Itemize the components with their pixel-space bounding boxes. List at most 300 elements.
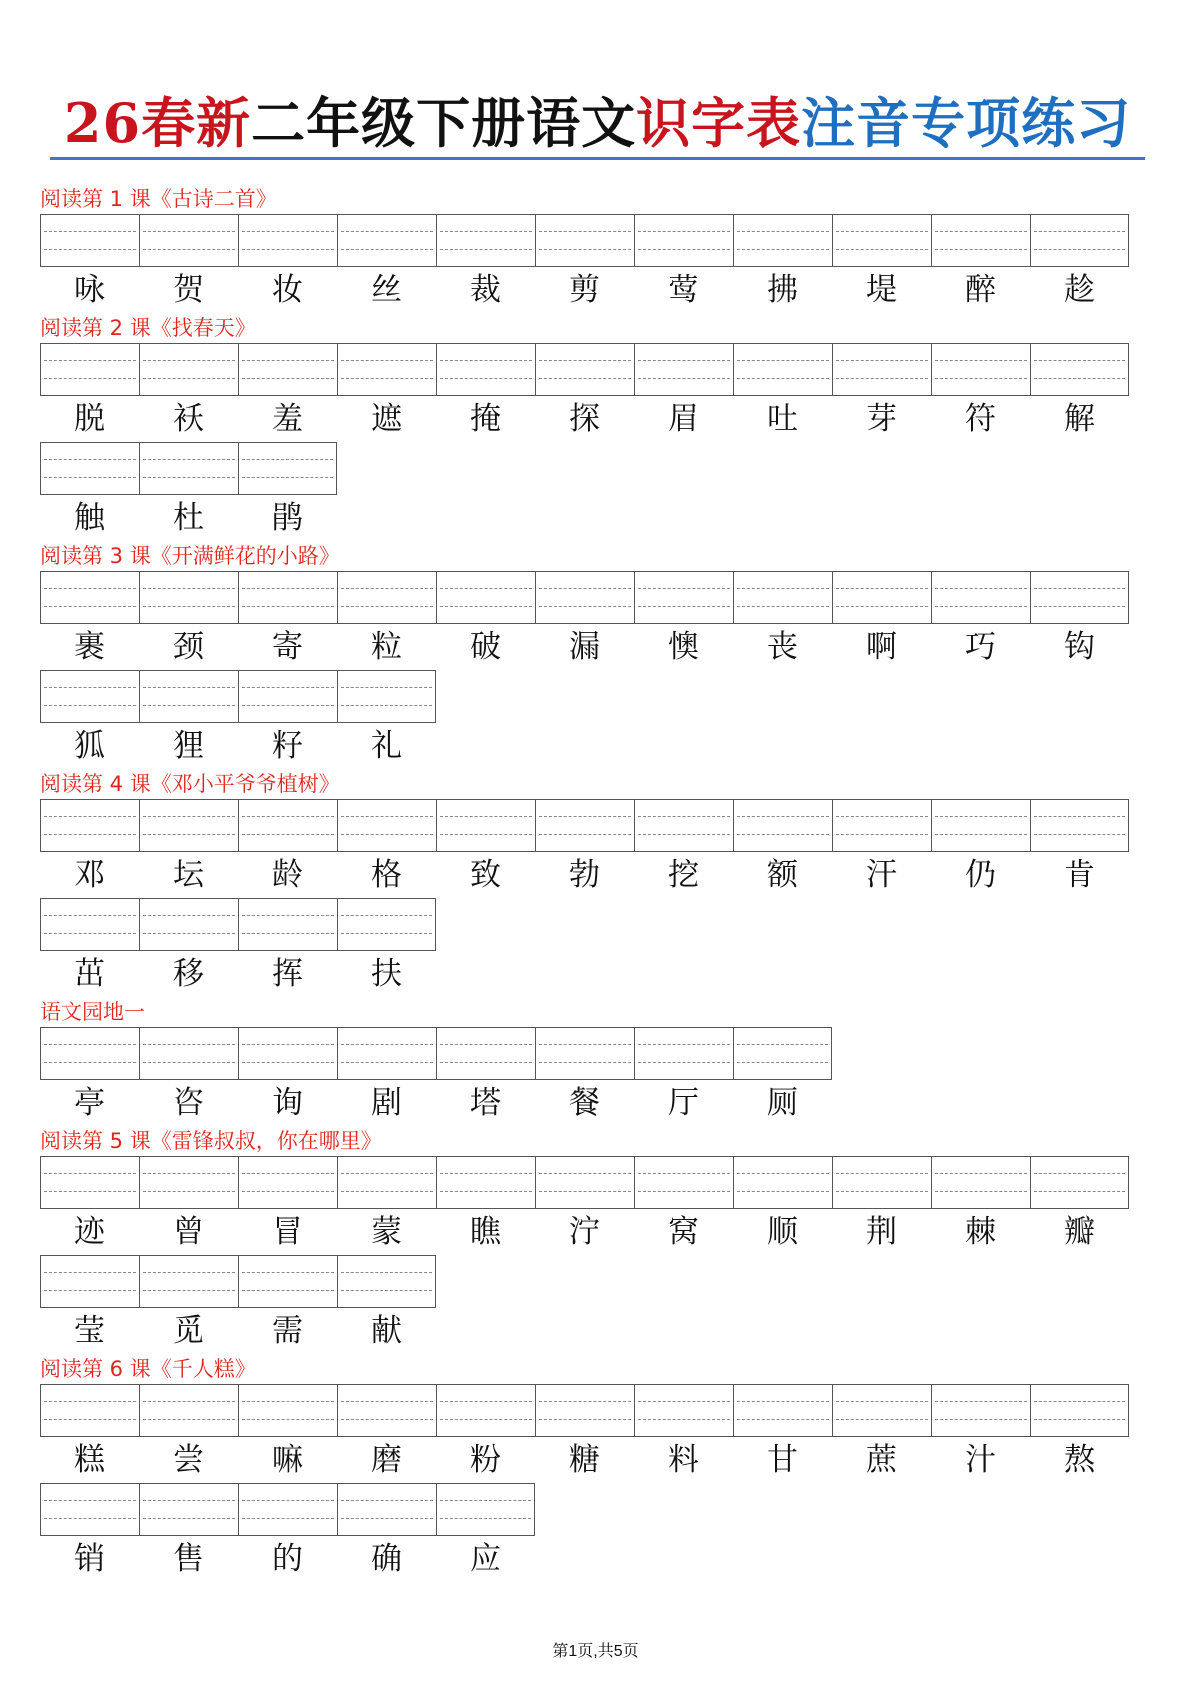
hanzi-character: 挖 [668,857,699,893]
hanzi-character: 裁 [470,272,501,308]
hanzi-character: 肯 [1064,857,1095,893]
guide-line [242,834,334,835]
pinyin-writing-box[interactable] [733,343,832,396]
pinyin-writing-box[interactable] [40,670,139,723]
pinyin-writing-box[interactable] [337,571,436,624]
pinyin-writing-box[interactable] [832,343,931,396]
pinyin-box-row [40,343,1140,396]
pinyin-writing-box[interactable] [733,1384,832,1437]
guide-line [440,606,532,607]
guide-line [143,915,235,916]
pinyin-writing-box[interactable] [733,571,832,624]
guide-line [1034,249,1125,250]
pinyin-writing-box[interactable] [1030,1384,1129,1437]
hanzi-character: 蔗 [866,1442,897,1478]
hanzi-character: 丧 [767,629,798,665]
guide-line [44,933,136,934]
pinyin-writing-box[interactable] [535,1384,634,1437]
pinyin-row [40,343,1140,442]
lesson-title: 阅读第 3 课《开满鲜花的小路》 [40,544,340,568]
guide-line [935,816,1027,817]
pinyin-writing-box[interactable] [238,1156,337,1209]
character-row [40,1080,1140,1126]
hanzi-character: 糖 [569,1442,600,1478]
pinyin-writing-box[interactable] [634,1384,733,1437]
pinyin-writing-box[interactable] [40,214,139,267]
pinyin-writing-box[interactable] [238,571,337,624]
pinyin-writing-box[interactable] [238,799,337,852]
guide-line [836,360,928,361]
guide-line [242,606,334,607]
guide-line [836,1401,928,1402]
pinyin-writing-box[interactable] [238,1027,337,1080]
guide-line [341,933,432,934]
pinyin-writing-box[interactable] [733,1027,832,1080]
guide-line [935,1191,1027,1192]
hanzi-character: 应 [470,1541,501,1577]
hanzi-character: 咨 [173,1085,204,1121]
lesson-section [40,1354,1140,1582]
guide-line [143,1500,235,1501]
character-row [40,1209,1140,1255]
guide-line [44,588,136,589]
guide-line [44,459,136,460]
pinyin-writing-box[interactable] [832,799,931,852]
pinyin-writing-box[interactable] [238,898,337,951]
pinyin-box-row [40,1384,1140,1437]
pinyin-row [40,214,1140,313]
pinyin-writing-box[interactable] [40,898,139,951]
pinyin-writing-box[interactable] [337,670,436,723]
guide-line [638,249,730,250]
pinyin-writing-box[interactable] [238,1483,337,1536]
pinyin-writing-box[interactable] [40,571,139,624]
pinyin-writing-box[interactable] [1030,571,1129,624]
pinyin-writing-box[interactable] [535,1156,634,1209]
pinyin-row [40,1255,1140,1354]
guide-line [539,834,631,835]
hanzi-character: 拂 [767,272,798,308]
hanzi-character: 的 [272,1541,303,1577]
guide-line [440,588,532,589]
pinyin-writing-box[interactable] [337,1255,436,1308]
pinyin-writing-box[interactable] [436,343,535,396]
pinyin-writing-box[interactable] [139,1255,238,1308]
pinyin-writing-box[interactable] [139,442,238,495]
guide-line [1034,1173,1125,1174]
pinyin-writing-box[interactable] [337,1483,436,1536]
hanzi-character: 甘 [767,1442,798,1478]
lesson-title: 阅读第 1 课《古诗二首》 [40,187,277,211]
pinyin-row [40,1156,1140,1255]
guide-line [341,1062,433,1063]
guide-line [539,249,631,250]
guide-line [1034,231,1125,232]
pinyin-writing-box[interactable] [832,571,931,624]
character-row [40,267,1140,313]
guide-line [539,588,631,589]
title-part-4: 注音专项练习 [801,91,1132,155]
hanzi-character: 瞧 [470,1214,501,1250]
guide-line [143,1173,235,1174]
guide-line [836,231,928,232]
pinyin-writing-box[interactable] [733,799,832,852]
pinyin-writing-box[interactable] [733,1156,832,1209]
pinyin-writing-box[interactable] [139,898,238,951]
pinyin-writing-box[interactable] [40,343,139,396]
hanzi-character: 冒 [272,1214,303,1250]
guide-line [341,834,433,835]
pinyin-writing-box[interactable] [535,571,634,624]
guide-line [440,1173,532,1174]
guide-line [737,1044,828,1045]
pinyin-writing-box[interactable] [832,1156,931,1209]
pinyin-writing-box[interactable] [1030,1156,1129,1209]
pinyin-writing-box[interactable] [733,214,832,267]
guide-line [143,1191,235,1192]
character-row [40,495,1140,541]
pinyin-writing-box[interactable] [436,571,535,624]
guide-line [242,1062,334,1063]
hanzi-character: 迹 [74,1214,105,1250]
guide-line [638,1401,730,1402]
pinyin-writing-box[interactable] [1030,799,1129,852]
hanzi-character: 蒙 [371,1214,402,1250]
guide-line [242,705,334,706]
guide-line [242,915,334,916]
pinyin-writing-box[interactable] [832,1384,931,1437]
hanzi-character: 趁 [1064,272,1095,308]
guide-line [539,1401,631,1402]
hanzi-character: 钩 [1064,629,1095,665]
hanzi-character: 妆 [272,272,303,308]
pinyin-writing-box[interactable] [832,214,931,267]
guide-line [935,378,1027,379]
pinyin-writing-box[interactable] [139,1483,238,1536]
guide-line [44,1401,136,1402]
guide-line [143,459,235,460]
hanzi-character: 餐 [569,1085,600,1121]
pinyin-writing-box[interactable] [436,799,535,852]
character-row [40,852,1140,898]
guide-line [1034,816,1125,817]
guide-line [440,1500,531,1501]
pinyin-writing-box[interactable] [238,670,337,723]
guide-line [44,1062,136,1063]
pinyin-writing-box[interactable] [40,1156,139,1209]
guide-line [143,1044,235,1045]
guide-line [737,1173,829,1174]
guide-line [143,378,235,379]
pinyin-writing-box[interactable] [139,571,238,624]
pinyin-writing-box[interactable] [139,1027,238,1080]
pinyin-writing-box[interactable] [40,1384,139,1437]
pinyin-box-row [40,670,1140,723]
guide-line [836,816,928,817]
pinyin-writing-box[interactable] [436,1384,535,1437]
hanzi-character: 籽 [272,728,303,764]
hanzi-character: 需 [272,1313,303,1349]
pinyin-writing-box[interactable] [535,799,634,852]
pinyin-writing-box[interactable] [535,343,634,396]
guide-line [341,231,433,232]
guide-line [242,1290,334,1291]
guide-line [242,459,333,460]
guide-line [44,816,136,817]
hanzi-character: 塔 [470,1085,501,1121]
guide-line [242,1173,334,1174]
hanzi-character: 掩 [470,401,501,437]
guide-line [638,378,730,379]
pinyin-writing-box[interactable] [436,1027,535,1080]
hanzi-character: 糕 [74,1442,105,1478]
hanzi-character: 吐 [767,401,798,437]
pinyin-writing-box[interactable] [337,1384,436,1437]
pinyin-row [40,1384,1140,1483]
pinyin-writing-box[interactable] [634,799,733,852]
guide-line [341,1272,432,1273]
pinyin-writing-box[interactable] [634,1156,733,1209]
pinyin-writing-box[interactable] [337,1156,436,1209]
guide-line [935,360,1027,361]
character-row [40,723,1140,769]
hanzi-character: 莺 [668,272,699,308]
hanzi-character: 巧 [965,629,996,665]
pinyin-box-row [40,571,1140,624]
guide-line [242,1401,334,1402]
lesson-title: 阅读第 4 课《邓小平爷爷植树》 [40,772,340,796]
hanzi-character: 粉 [470,1442,501,1478]
hanzi-character: 芽 [866,401,897,437]
pinyin-writing-box[interactable] [40,1027,139,1080]
hanzi-character: 眉 [668,401,699,437]
hanzi-character: 杜 [173,500,204,536]
pinyin-writing-box[interactable] [436,1156,535,1209]
guide-line [242,378,334,379]
guide-line [638,606,730,607]
guide-line [341,1173,433,1174]
hanzi-character: 符 [965,401,996,437]
guide-line [836,378,928,379]
pinyin-row [40,1483,1140,1582]
guide-line [737,1401,829,1402]
guide-line [1034,588,1125,589]
guide-line [44,705,136,706]
hanzi-character: 粒 [371,629,402,665]
hanzi-character: 售 [173,1541,204,1577]
guide-line [836,606,928,607]
pinyin-writing-box[interactable] [1030,214,1129,267]
hanzi-character: 汗 [866,857,897,893]
hanzi-character: 料 [668,1442,699,1478]
pinyin-writing-box[interactable] [634,214,733,267]
hanzi-character: 寄 [272,629,303,665]
hanzi-character: 熬 [1064,1442,1095,1478]
guide-line [44,1518,136,1519]
guide-line [341,687,432,688]
pinyin-writing-box[interactable] [931,799,1030,852]
character-row [40,1308,1140,1354]
hanzi-character: 袄 [173,401,204,437]
guide-line [242,588,334,589]
hanzi-character: 狐 [74,728,105,764]
hanzi-character: 探 [569,401,600,437]
guide-line [341,1518,433,1519]
guide-line [440,834,532,835]
guide-line [341,360,433,361]
pinyin-writing-box[interactable] [931,571,1030,624]
hanzi-character: 致 [470,857,501,893]
pinyin-writing-box[interactable] [40,1483,139,1536]
guide-line [440,1191,532,1192]
guide-line [638,1062,730,1063]
pinyin-writing-box[interactable] [931,1384,1030,1437]
hanzi-character: 厕 [767,1085,798,1121]
pinyin-writing-box[interactable] [238,442,337,495]
hanzi-character: 询 [272,1085,303,1121]
guide-line [440,360,532,361]
pinyin-writing-box[interactable] [634,571,733,624]
hanzi-character: 窝 [668,1214,699,1250]
guide-line [1034,378,1125,379]
lesson-title: 语文园地一 [40,1000,145,1024]
guide-line [737,249,829,250]
lesson-section [40,769,1140,997]
pinyin-writing-box[interactable] [337,799,436,852]
guide-line [737,360,829,361]
guide-line [539,1191,631,1192]
guide-line [1034,834,1125,835]
pinyin-writing-box[interactable] [337,343,436,396]
pinyin-writing-box[interactable] [634,1027,733,1080]
guide-line [44,687,136,688]
pinyin-writing-box[interactable] [238,214,337,267]
guide-line [341,1290,432,1291]
guide-line [638,231,730,232]
guide-line [539,606,631,607]
lesson-title: 阅读第 6 课《千人糕》 [40,1357,256,1381]
guide-line [44,378,136,379]
guide-line [539,378,631,379]
pinyin-writing-box[interactable] [337,214,436,267]
hanzi-character: 醉 [965,272,996,308]
hanzi-character: 棘 [965,1214,996,1250]
pinyin-writing-box[interactable] [535,214,634,267]
guide-line [341,915,432,916]
character-row [40,624,1140,670]
hanzi-character: 狸 [173,728,204,764]
guide-line [242,231,334,232]
guide-line [143,1518,235,1519]
guide-line [539,1062,631,1063]
guide-line [1034,360,1125,361]
guide-line [1034,606,1125,607]
hanzi-character: 额 [767,857,798,893]
pinyin-writing-box[interactable] [139,799,238,852]
hanzi-character: 顺 [767,1214,798,1250]
guide-line [341,1044,433,1045]
pinyin-writing-box[interactable] [931,214,1030,267]
pinyin-writing-box[interactable] [238,1255,337,1308]
guide-line [440,1419,532,1420]
pinyin-writing-box[interactable] [139,1156,238,1209]
guide-line [44,1500,136,1501]
pinyin-writing-box[interactable] [337,1027,436,1080]
guide-line [341,1500,433,1501]
guide-line [440,1518,531,1519]
pinyin-writing-box[interactable] [634,343,733,396]
pinyin-writing-box[interactable] [337,898,436,951]
guide-line [539,360,631,361]
guide-line [341,1191,433,1192]
guide-line [836,1191,928,1192]
guide-line [242,1044,334,1045]
guide-line [737,231,829,232]
pinyin-writing-box[interactable] [535,1027,634,1080]
title-part-1: 26春新 [63,91,252,155]
guide-line [539,1419,631,1420]
pinyin-writing-box[interactable] [40,442,139,495]
hanzi-character: 献 [371,1313,402,1349]
guide-line [143,1062,235,1063]
guide-line [143,687,235,688]
guide-line [638,834,730,835]
hanzi-character: 解 [1064,401,1095,437]
pinyin-writing-box[interactable] [139,343,238,396]
guide-line [341,588,433,589]
pinyin-writing-box[interactable] [931,1156,1030,1209]
pinyin-writing-box[interactable] [238,1384,337,1437]
guide-line [44,360,136,361]
pinyin-row [40,442,1140,541]
guide-line [242,933,334,934]
hanzi-character: 汁 [965,1442,996,1478]
pinyin-row [40,799,1140,898]
hanzi-character: 尝 [173,1442,204,1478]
pinyin-row [40,571,1140,670]
guide-line [638,1419,730,1420]
hanzi-character: 扶 [371,956,402,992]
guide-line [1034,1419,1125,1420]
hanzi-character: 荆 [866,1214,897,1250]
guide-line [737,1419,829,1420]
guide-line [737,378,829,379]
pinyin-writing-box[interactable] [40,799,139,852]
guide-line [143,1290,235,1291]
guide-line [143,834,235,835]
hanzi-character: 仍 [965,857,996,893]
pinyin-writing-box[interactable] [436,214,535,267]
character-row [40,1536,1140,1582]
hanzi-character: 鹃 [272,500,303,536]
pinyin-writing-box[interactable] [139,1384,238,1437]
lesson-title: 阅读第 5 课《雷锋叔叔，你在哪里》 [40,1129,382,1153]
pinyin-writing-box[interactable] [1030,343,1129,396]
hanzi-character: 丝 [371,272,402,308]
pinyin-writing-box[interactable] [931,343,1030,396]
guide-line [242,1191,334,1192]
pinyin-writing-box[interactable] [139,670,238,723]
hanzi-character: 礼 [371,728,402,764]
guide-line [638,360,730,361]
pinyin-writing-box[interactable] [238,343,337,396]
pinyin-writing-box[interactable] [40,1255,139,1308]
guide-line [341,1419,433,1420]
pinyin-writing-box[interactable] [436,1483,535,1536]
guide-line [341,705,432,706]
pinyin-writing-box[interactable] [139,214,238,267]
guide-line [44,834,136,835]
